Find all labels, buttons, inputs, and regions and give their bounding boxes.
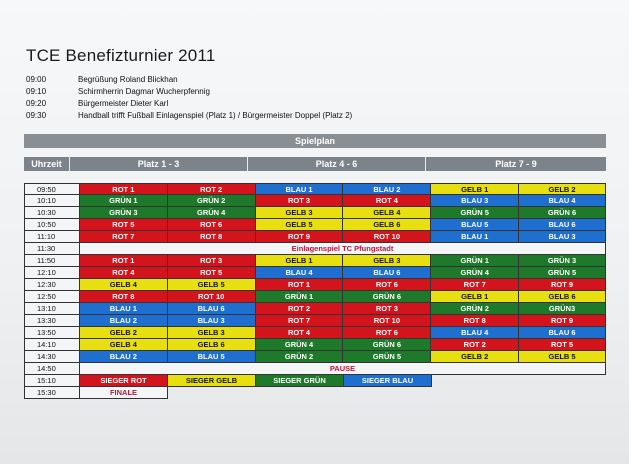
match-cell: GELB 4 xyxy=(343,207,431,219)
time-cell: 14:30 xyxy=(24,351,80,363)
match-cell: ROT 5 xyxy=(519,339,606,351)
header-platz-7-9: Platz 7 - 9 xyxy=(495,159,537,169)
match-cell: BLAU 1 xyxy=(431,231,519,243)
match-cell: GELB 6 xyxy=(519,291,606,303)
schedule-table xyxy=(24,183,606,399)
match-cell: ROT 10 xyxy=(343,315,431,327)
agenda-text: Handball trifft Fußball Einlagenspiel (Platz 1) / Bürgermeister Doppel (Platz 2) xyxy=(78,111,353,120)
match-cell: GELB 3 xyxy=(168,327,256,339)
match-cell: GRÜN 2 xyxy=(256,351,344,363)
match-cell: GELB 1 xyxy=(256,255,344,267)
match-cell: GRÜN 1 xyxy=(431,255,519,267)
match-cell: SIEGER GELB xyxy=(168,375,256,387)
match-cell: GRÜN 4 xyxy=(256,339,344,351)
agenda-list xyxy=(26,74,586,122)
match-cell: GELB 2 xyxy=(80,327,168,339)
header-platz-1-3: Platz 1 - 3 xyxy=(70,157,248,171)
table-row xyxy=(24,303,606,315)
table-row xyxy=(24,327,606,339)
match-cell: GELB 2 xyxy=(431,351,519,363)
match-cell: ROT 9 xyxy=(519,315,606,327)
table-row xyxy=(24,207,606,219)
table-row xyxy=(24,291,606,303)
match-cell: GRÜN 6 xyxy=(343,339,431,351)
match-cell: ROT 6 xyxy=(343,279,431,291)
time-cell: 14:50 xyxy=(24,363,80,375)
match-cell: ROT 1 xyxy=(256,279,344,291)
match-cell: ROT 3 xyxy=(343,303,431,315)
match-cell: BLAU 4 xyxy=(256,267,344,279)
match-cell: ROT 9 xyxy=(256,231,344,243)
match-cell: ROT 5 xyxy=(168,267,256,279)
table-row xyxy=(24,219,606,231)
match-cell: BLAU 5 xyxy=(431,219,519,231)
table-row xyxy=(24,339,606,351)
time-cell: 11:50 xyxy=(24,255,80,267)
match-cell: SIEGER ROT xyxy=(80,375,168,387)
agenda-item xyxy=(26,98,586,110)
match-cell: SIEGER GRÜN xyxy=(256,375,344,387)
match-cell: ROT 1 xyxy=(80,255,168,267)
match-cell: GELB 4 xyxy=(80,279,168,291)
agenda-time: 09:00 xyxy=(26,75,47,84)
match-cell: ROT 3 xyxy=(256,195,344,207)
match-cell: ROT 8 xyxy=(168,231,256,243)
match-cell: GRÜN 6 xyxy=(343,291,431,303)
time-cell: 15:30 xyxy=(24,387,80,399)
match-cell: BLAU 3 xyxy=(168,315,256,327)
match-cell: BLAU 1 xyxy=(80,303,168,315)
match-cell: ROT 9 xyxy=(519,279,606,291)
match-cell: BLAU 6 xyxy=(519,327,606,339)
match-cell: ROT 8 xyxy=(80,291,168,303)
agenda-time: 09:20 xyxy=(26,99,47,108)
table-row xyxy=(24,255,606,267)
agenda-item xyxy=(26,74,586,86)
spielplan-banner: Spielplan xyxy=(24,134,606,148)
time-cell: 11:10 xyxy=(24,231,80,243)
time-cell: 13:10 xyxy=(24,303,80,315)
match-cell: ROT 7 xyxy=(256,315,344,327)
match-cell: GRÜN 1 xyxy=(80,195,168,207)
time-cell: 12:50 xyxy=(24,291,80,303)
match-cell: GELB 4 xyxy=(80,339,168,351)
time-cell: 12:10 xyxy=(24,267,80,279)
table-row xyxy=(24,243,606,255)
agenda-text: Begrüßung Roland Blickhan xyxy=(78,75,178,84)
match-cell: BLAU 3 xyxy=(519,231,606,243)
match-cell: GRÜN 5 xyxy=(519,267,606,279)
match-cell: BLAU 1 xyxy=(256,183,344,195)
match-cell: ROT 8 xyxy=(431,315,519,327)
agenda-time: 09:10 xyxy=(26,87,47,96)
table-row xyxy=(24,267,606,279)
table-row xyxy=(24,375,606,387)
match-cell: ROT 2 xyxy=(168,183,256,195)
match-cell: ROT 10 xyxy=(343,231,431,243)
table-header xyxy=(24,157,606,171)
match-cell: BLAU 2 xyxy=(343,183,431,195)
agenda-text: Schirmherrin Dagmar Wucherpfennig xyxy=(78,87,210,96)
match-cell: GRÜN 2 xyxy=(431,303,519,315)
special-event-cell: Einlagenspiel TC Pfungstadt xyxy=(80,243,606,255)
match-cell: GELB 5 xyxy=(168,279,256,291)
match-cell: GELB 5 xyxy=(519,351,606,363)
match-cell: ROT 5 xyxy=(80,219,168,231)
time-cell: 09:50 xyxy=(24,183,80,195)
match-cell: GELB 6 xyxy=(168,339,256,351)
match-cell: BLAU 6 xyxy=(343,267,431,279)
match-cell: ROT 6 xyxy=(168,219,256,231)
match-cell: BLAU 4 xyxy=(519,195,606,207)
time-cell: 15:10 xyxy=(24,375,80,387)
match-cell: GRÜN 6 xyxy=(519,207,606,219)
match-cell: BLAU 6 xyxy=(519,219,606,231)
match-cell: ROT 4 xyxy=(80,267,168,279)
table-row xyxy=(24,183,606,195)
match-cell: ROT 10 xyxy=(168,291,256,303)
agenda-item xyxy=(26,110,586,122)
match-cell: FINALE xyxy=(80,387,168,399)
match-cell: SIEGER BLAU xyxy=(344,375,432,387)
match-cell: GELB 3 xyxy=(256,207,344,219)
match-cell: GELB 3 xyxy=(343,255,431,267)
match-cell: GELB 1 xyxy=(431,183,519,195)
table-row xyxy=(24,195,606,207)
match-cell: ROT 2 xyxy=(431,339,519,351)
match-cell: ROT 4 xyxy=(343,195,431,207)
match-cell: GELB 6 xyxy=(343,219,431,231)
time-cell: 13:50 xyxy=(24,327,80,339)
table-row xyxy=(24,315,606,327)
match-cell: ROT 1 xyxy=(80,183,168,195)
match-cell: ROT 2 xyxy=(256,303,344,315)
time-cell: 13:30 xyxy=(24,315,80,327)
match-cell: GELB 2 xyxy=(519,183,606,195)
table-row xyxy=(24,387,606,399)
time-cell: 12:30 xyxy=(24,279,80,291)
match-cell: ROT 3 xyxy=(168,255,256,267)
header-platz-4-6: Platz 4 - 6 xyxy=(248,157,426,171)
match-cell: GRÜN 4 xyxy=(168,207,256,219)
match-cell: ROT 6 xyxy=(343,327,431,339)
special-event-cell: PAUSE xyxy=(80,363,606,375)
match-cell: BLAU 2 xyxy=(80,315,168,327)
page-title: TCE Benefizturnier 2011 xyxy=(26,46,216,65)
agenda-text: Bürgermeister Dieter Karl xyxy=(78,99,169,108)
match-cell: BLAU 2 xyxy=(80,351,168,363)
table-row xyxy=(24,231,606,243)
match-cell: BLAU 6 xyxy=(168,303,256,315)
match-cell: ROT 7 xyxy=(431,279,519,291)
header-time: Uhrzeit xyxy=(24,157,70,171)
match-cell: GRÜN 3 xyxy=(519,255,606,267)
match-cell: GRÜN 5 xyxy=(431,207,519,219)
time-cell: 10:50 xyxy=(24,219,80,231)
time-cell: 11:30 xyxy=(24,243,80,255)
match-cell: BLAU 4 xyxy=(431,327,519,339)
match-cell: GRÜN 5 xyxy=(343,351,431,363)
agenda-time: 09:30 xyxy=(26,111,47,120)
match-cell: BLAU 3 xyxy=(431,195,519,207)
table-row xyxy=(24,279,606,291)
time-cell: 14:10 xyxy=(24,339,80,351)
match-cell: GRÜN 4 xyxy=(431,267,519,279)
match-cell: GRÜN 1 xyxy=(256,291,344,303)
match-cell: ROT 7 xyxy=(80,231,168,243)
match-cell: BLAU 5 xyxy=(168,351,256,363)
table-row xyxy=(24,351,606,363)
agenda-item xyxy=(26,86,586,98)
time-cell: 10:30 xyxy=(24,207,80,219)
match-cell: GRÜN 3 xyxy=(80,207,168,219)
match-cell: GELB 1 xyxy=(431,291,519,303)
match-cell: GELB 5 xyxy=(256,219,344,231)
match-cell: GRÜN3 xyxy=(519,303,606,315)
match-cell: ROT 4 xyxy=(256,327,344,339)
time-cell: 10:10 xyxy=(24,195,80,207)
match-cell: GRÜN 2 xyxy=(168,195,256,207)
table-row xyxy=(24,363,606,375)
